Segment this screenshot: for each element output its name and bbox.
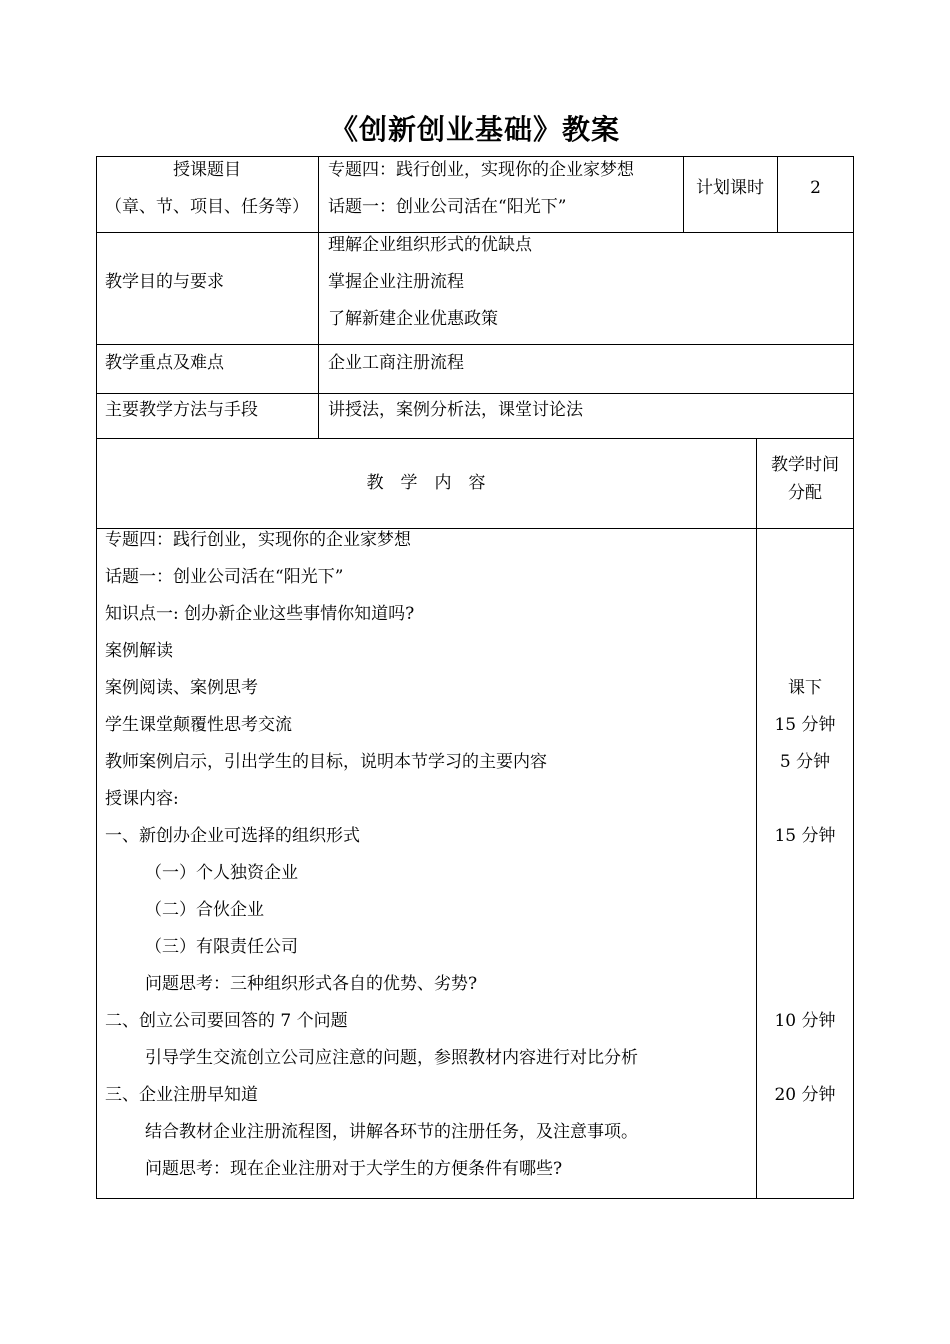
content-line: 问题思考：现在企业注册对于大学生的方便条件有哪些?	[145, 1159, 563, 1179]
time-allocation-cell	[756, 1040, 854, 1077]
planned-hours-value: 2	[810, 178, 821, 198]
time-allocation-cell	[756, 892, 854, 929]
planned-hours-label: 计划课时	[696, 178, 764, 198]
content-line: 学生课堂颠覆性思考交流	[105, 715, 292, 735]
keypoints-label: 教学重点及难点	[105, 353, 224, 373]
content-line: （三）有限责任公司	[145, 937, 298, 957]
topic-value: 专题四：践行创业，实现你的企业家梦想 话题一：创业公司活在“阳光下”	[328, 160, 634, 217]
time-allocation-header: 教学时间 分配	[771, 455, 839, 503]
time-allocation-cell	[756, 966, 854, 1003]
time-allocation-cell: 10 分钟	[774, 1011, 836, 1031]
methods-value: 讲授法，案例分析法，课堂讨论法	[328, 400, 583, 420]
time-allocation-cell	[756, 855, 854, 892]
time-allocation-cell	[756, 633, 854, 670]
content-line: （一）个人独资企业	[145, 863, 298, 883]
time-allocation-cell	[756, 781, 854, 818]
time-allocation-cell: 20 分钟	[774, 1085, 836, 1105]
content-line: （二）合伙企业	[145, 900, 264, 920]
time-allocation-cell: 15 分钟	[774, 715, 836, 735]
content-line: 引导学生交流创立公司应注意的问题，参照教材内容进行对比分析	[145, 1048, 638, 1068]
row-divider	[96, 438, 854, 439]
topic-label: 授课题目 （章、节、项目、任务等）	[105, 160, 309, 217]
content-line: 一、新创办企业可选择的组织形式	[105, 826, 360, 846]
time-allocation-cell	[756, 1151, 854, 1188]
time-allocation-cell: 15 分钟	[774, 826, 836, 846]
keypoints-value: 企业工商注册流程	[328, 353, 464, 373]
time-allocation-cell	[756, 596, 854, 633]
content-line: 案例阅读、案例思考	[105, 678, 258, 698]
content-line: 结合教材企业注册流程图，讲解各环节的注册任务，及注意事项。	[145, 1122, 638, 1142]
methods-label: 主要教学方法与手段	[105, 400, 258, 420]
objectives-label: 教学目的与要求	[105, 272, 224, 292]
time-allocation-cell	[756, 929, 854, 966]
content-line: 问题思考：三种组织形式各自的优势、劣势?	[145, 974, 478, 994]
content-line: 专题四：践行创业，实现你的企业家梦想	[105, 530, 411, 550]
content-line: 三、企业注册早知道	[105, 1085, 258, 1105]
content-body	[105, 522, 750, 1188]
content-header: 教 学 内 容	[366, 473, 486, 493]
column-divider	[318, 156, 319, 438]
time-allocation-cell: 课下	[788, 678, 822, 698]
time-allocation-cell	[756, 1114, 854, 1151]
content-line: 二、创立公司要回答的 7 个问题	[105, 1011, 348, 1031]
content-line: 教师案例启示，引出学生的目标，说明本节学习的主要内容	[105, 752, 547, 772]
time-allocation-cell: 5 分钟	[779, 752, 831, 772]
page-title: 《创新创业基础》教案	[329, 113, 620, 146]
objectives-list: 理解企业组织形式的优缺点 掌握企业注册流程 了解新建企业优惠政策	[328, 235, 532, 329]
content-line: 案例解读	[105, 641, 173, 661]
content-line: 知识点一: 创办新企业这些事情你知道吗?	[105, 604, 415, 624]
time-allocation-cell	[756, 522, 854, 559]
content-line: 授课内容:	[105, 789, 179, 809]
time-allocation-column	[756, 522, 854, 1188]
content-line: 话题一：创业公司活在“阳光下”	[105, 567, 344, 587]
time-allocation-cell	[756, 559, 854, 596]
